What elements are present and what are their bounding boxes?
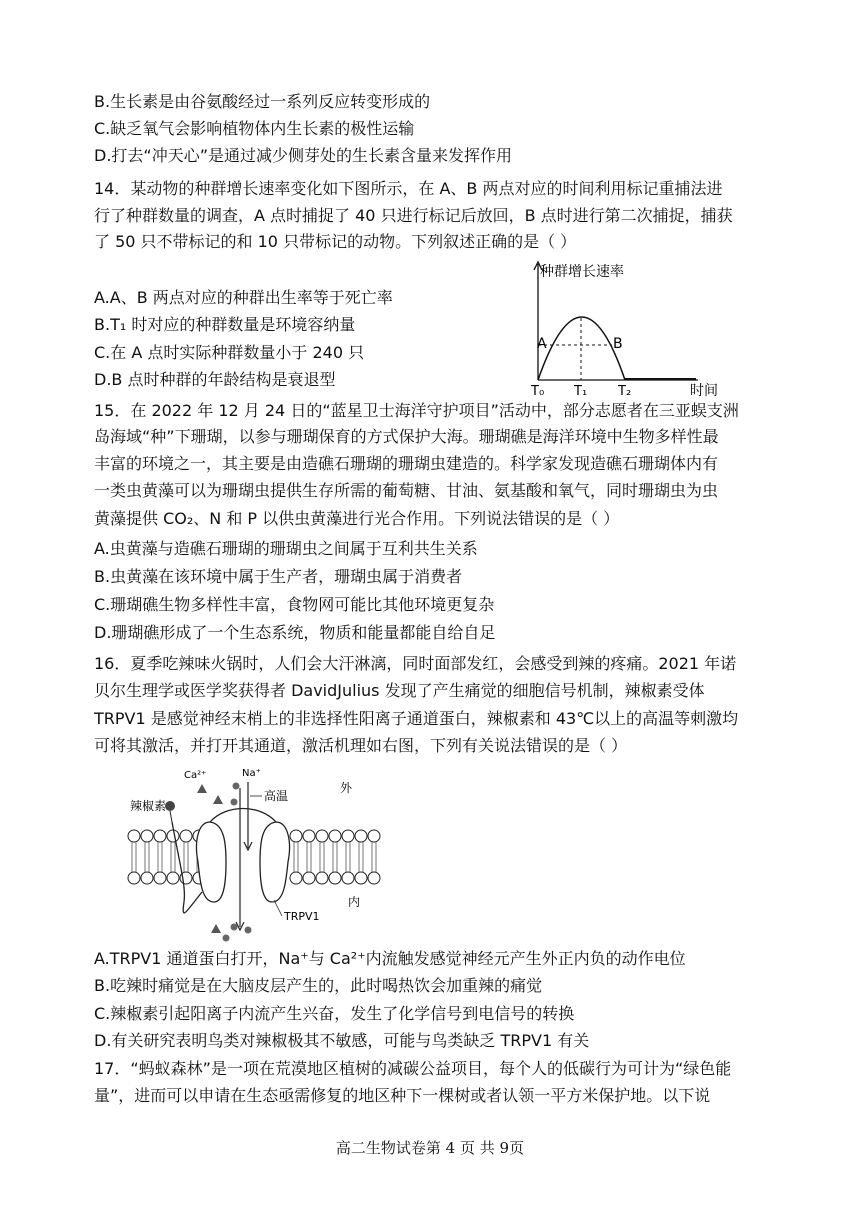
page-footer: 高二生物试卷第 4 页 共 9页 xyxy=(335,1139,525,1157)
q15-option-a: A.虫黄藻与造礁石珊瑚的珊瑚虫之间属于互利共生关系 xyxy=(94,539,478,558)
trpv1-pointer xyxy=(274,900,282,916)
na-ion-inside xyxy=(231,924,238,931)
channel-protein-right xyxy=(260,822,290,902)
q16-stem-line-2: 贝尔生理学或医学奖获得者 DavidJulius 发现了产生痛觉的细胞信号机制，辣椒素受体 xyxy=(94,681,705,700)
q16-option-a: A.TRPV1 通道蛋白打开，Na⁺与 Ca²⁺内流触发感觉神经元产生外正内负的动作电位 xyxy=(94,949,686,968)
label-trpv1: TRPV1 xyxy=(284,910,320,923)
q16-option-c: C.辣椒素引起阳离子内流产生兴奋，发生了化学信号到电信号的转换 xyxy=(94,1004,575,1023)
label-heat: 高温 xyxy=(264,789,289,803)
q16-stem-line-4: 可将其激活，并打开其通道，激活机理如右图，下列有关说法错误的是（ ） xyxy=(94,736,628,755)
graph-label-t0: T₀ xyxy=(531,384,545,398)
ca-triangle xyxy=(197,784,207,793)
label-capsaicin: 辣椒素 xyxy=(130,799,167,813)
q17-stem-line-2: 量”，进而可以申请在生态亟需修复的地区种下一棵树或者认领一平方米保护地。以下说 xyxy=(94,1086,711,1105)
graph-xlabel: 时间 xyxy=(690,383,718,398)
q15-stem-line-5: 黄藻提供 CO₂、N 和 P 以供虫黄藻进行光合作用。下列说法错误的是（ ） xyxy=(94,509,620,528)
graph-label-a: A xyxy=(537,336,547,352)
na-ion xyxy=(233,783,240,790)
q15-stem-line-2: 岛海域“种”下珊瑚，以参与珊瑚保育的方式保护大海。珊瑚礁是海洋环境中生物多样性最 xyxy=(94,427,719,446)
q16-option-b: B.吃辣时痛觉是在大脑皮层产生的，此时喝热饮会加重辣的痛觉 xyxy=(94,976,543,995)
q15-stem-line-4: 一类虫黄藻可以为珊瑚虫提供生存所需的葡萄糖、甘油、氨基酸和氧气，同时珊瑚虫为虫 xyxy=(94,481,719,500)
channel-protein-top xyxy=(210,809,276,823)
na-ion xyxy=(231,799,238,806)
label-ca: Ca²⁺ xyxy=(184,770,207,781)
label-outside: 外 xyxy=(340,781,353,795)
q14-stem-line-1: 14．某动物的种群增长速率变化如下图所示，在 A、B 两点对应的时间利用标记重捕法进 xyxy=(94,179,723,198)
ca-triangle xyxy=(213,795,223,804)
q14-option-c: C.在 A 点时实际种群数量小于 240 只 xyxy=(94,343,365,362)
q15-option-c: C.珊瑚礁生物多样性丰富，食物网可能比其他环境更复杂 xyxy=(94,595,495,614)
trpv1-figure xyxy=(126,762,386,947)
q14-stem-line-2: 行了种群数量的调查，A 点时捕捉了 40 只进行标记后放回，B 点时进行第二次捕捉，捕获 xyxy=(94,206,733,225)
q15-stem-line-1: 15．在 2022 年 12 月 24 日的“蓝星卫士海洋守护项目”活动中，部分志愿者在三亚蜈支洲 xyxy=(94,401,739,420)
q14-option-a: A.A、B 两点对应的种群出生率等于死亡率 xyxy=(94,288,393,307)
membrane-bottom-heads xyxy=(128,872,380,884)
q16-stem-line-3: TRPV1 是感觉神经末梢上的非选择性阳离子通道蛋白，辣椒素和 43℃以上的高温等刺激均 xyxy=(94,709,739,728)
membrane-top-heads xyxy=(128,830,380,842)
q15-option-b: B.虫黄藻在该环境中属于生产者，珊瑚虫属于消费者 xyxy=(94,567,463,586)
capsaicin-molecule xyxy=(165,801,175,811)
ca-triangle-inside xyxy=(211,924,221,933)
option-13-c: C.缺乏氧气会影响植物体内生长素的极性运输 xyxy=(94,119,415,138)
q14-option-b: B.T₁ 时对应的种群数量是环境容纳量 xyxy=(94,315,356,334)
q17-stem-line-1: 17．“蚂蚁森林”是一项在荒漠地区植树的减碳公益项目，每个人的低碳行为可计为“绿色能 xyxy=(94,1059,732,1078)
q16-option-d: D.有关研究表明鸟类对辣椒极其不敏感，可能与鸟类缺乏 TRPV1 有关 xyxy=(94,1031,590,1050)
graph-ylabel: 种群增长速率 xyxy=(540,264,624,280)
graph-label-t2: T₂ xyxy=(618,384,632,398)
option-13-d: D.打去“冲天心”是通过减少侧芽处的生长素含量来发挥作用 xyxy=(94,146,512,165)
na-ion-inside xyxy=(223,935,230,942)
option-13-b: B.生长素是由谷氨酸经过一系列反应转变形成的 xyxy=(94,92,431,111)
capsaicin-pointer xyxy=(170,811,172,822)
q14-stem-line-3: 了 50 只不带标记的和 10 只带标记的动物。下列叙述正确的是（ ） xyxy=(94,232,577,251)
growth-rate-graph xyxy=(520,256,730,398)
membrane-tails xyxy=(132,842,376,872)
q15-stem-line-3: 丰富的环境之一，其主要是由造礁石珊瑚的珊瑚虫建造的。科学家发现造礁石珊瑚体内有 xyxy=(94,454,719,473)
graph-label-b: B xyxy=(613,336,623,352)
q16-stem-line-1: 16．夏季吃辣味火锅时，人们会大汗淋漓，同时面部发红，会感受到辣的疼痛。2021 年诺 xyxy=(94,654,737,673)
channel-protein-left xyxy=(197,822,227,902)
q14-option-d: D.B 点时种群的年龄结构是衰退型 xyxy=(94,370,336,389)
q15-option-d: D.珊瑚礁形成了一个生态系统，物质和能量都能自给自足 xyxy=(94,623,496,642)
graph-label-t1: T₁ xyxy=(574,384,588,398)
na-ion-inside xyxy=(245,927,252,934)
label-na: Na⁺ xyxy=(242,768,261,779)
label-inside: 内 xyxy=(348,895,361,909)
